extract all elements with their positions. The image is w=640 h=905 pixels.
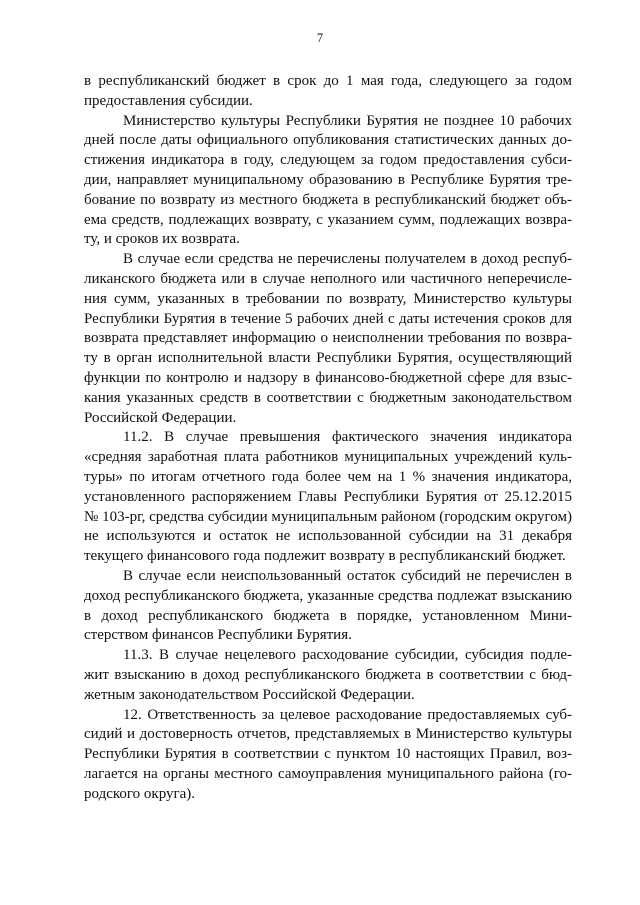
document-body [84, 72, 572, 804]
paragraph-ministry-demand: Министерство культуры Республики Бурятия не позднее 10 рабочих дней после даты официального опубликования статистических данных достижения индикатора в году, следующем за годом предоставления субсидии, направляет муниципальному образованию в Республике Бурятия требование по возврату из местного бюджета в республиканский бюджет объема средств, подлежащих возврату, с указанием сумм, подлежащих возврату, и сроков их возврата. [84, 112, 572, 248]
paragraph-11-2: 11.2. В случае превышения фактического значения индикатора «средняя заработная плата работников муниципальных учреждений культуры» по итогам отчетного года более чем на 1 % значения индикатора, установленного распоряжением Главы Республики Бурятия от 25.12.2015 № 103-рг, средства субсидии муниципальным районом (городским округом) не используются и остаток не использованной субсидии на 31 декабря текущего финансового года подлежит возврату в республиканский бюджет. [84, 429, 572, 565]
page-number: 7 [316, 31, 324, 45]
paragraph-12: 12. Ответственность за целевое расходование предоставляемых субсидий и достоверность отчетов, представляемых в Министерство культуры Республики Бурятия в соответствии с пунктом 10 настоящих Правил, возлагается на органы местного самоуправления муниципального района (городского округа). [84, 706, 572, 802]
paragraph-return-deadline: в республиканский бюджет в срок до 1 мая года, следующего за годом предоставления субсидии. [84, 73, 572, 109]
paragraph-unused-balance: В случае если неиспользованный остаток субсидий не перечислен в доход республиканского бюджета, указанные средства подлежат взысканию в доход республиканского бюджета в порядке, установленном Министерством финансов Республики Бурятия. [84, 567, 572, 644]
paragraph-11-3: 11.3. В случае нецелевого расходование субсидии, субсидия подлежит взысканию в доход республиканского бюджета в соответствии с бюджетным законодательством Российской Федерации. [84, 647, 572, 703]
paragraph-non-transfer: В случае если средства не перечислены получателем в доход республиканского бюджета или в случае неполного или частичного неперечисления сумм, указанных в требовании по возврату, Министерство культуры Республики Бурятия в течение 5 рабочих дней с даты истечения сроков для возврата представляет информацию о неисполнении требования по возврату в орган исполнительной власти Республики Бурятия, осуществляющий функции по контролю и надзору в финансово-бюджетной сфере для взыскания указанных средств в соответствии с бюджетным законодательством Российской Федерации. [84, 251, 572, 426]
